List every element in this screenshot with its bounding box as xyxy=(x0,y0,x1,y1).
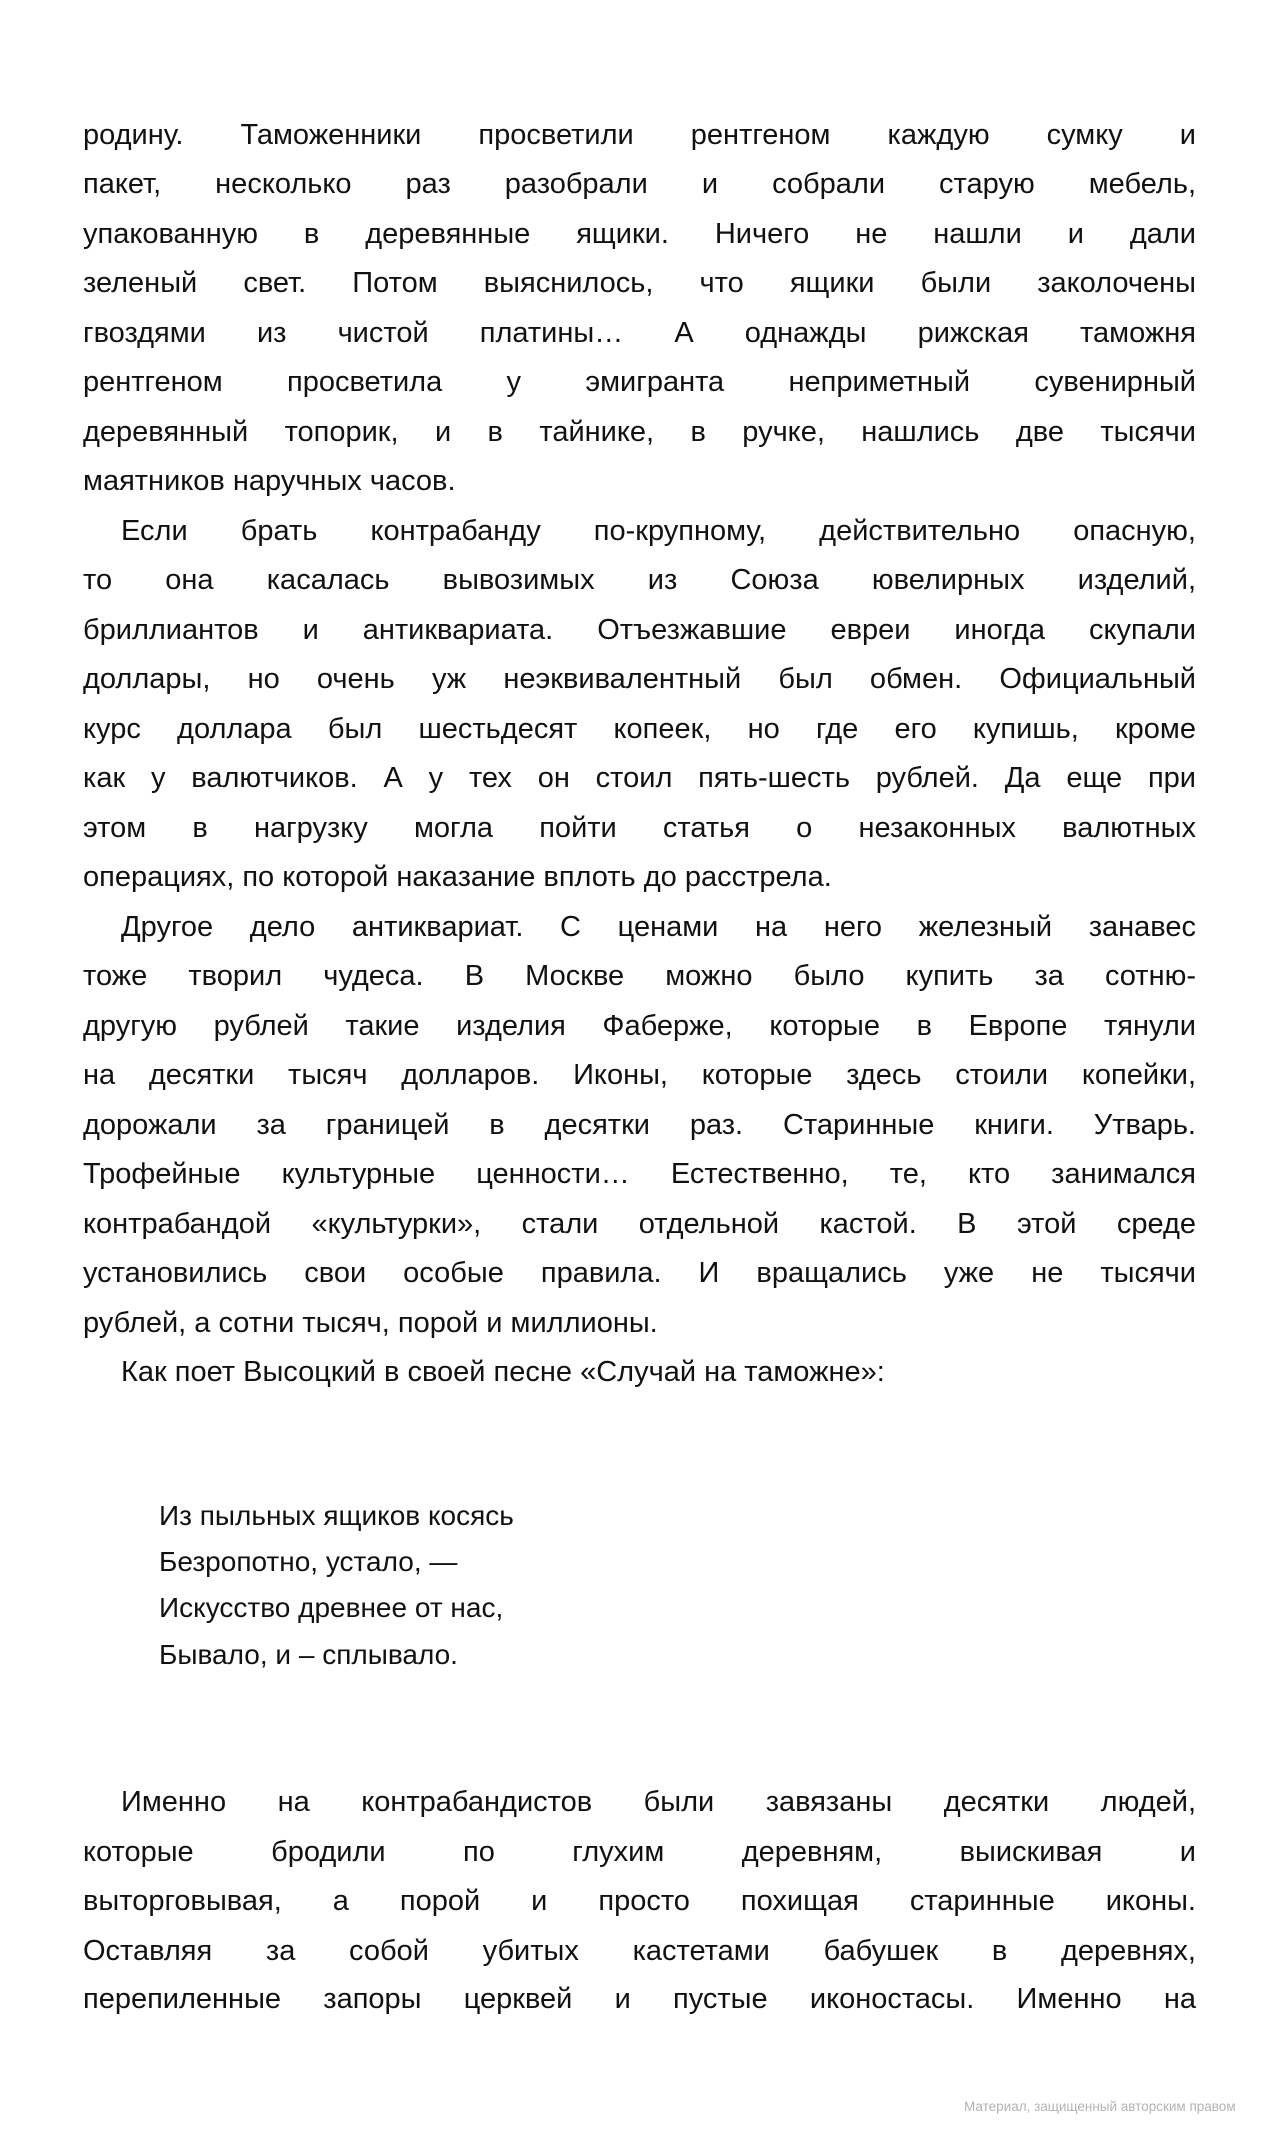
text-line: тоже творил чудеса. В Москве можно было купить за сотню- xyxy=(83,960,1196,992)
text-line: пакет, несколько раз разобрали и собрали старую мебель, xyxy=(83,168,1196,200)
text-line: как у валютчиков. А у тех он стоил пять-шесть рублей. Да еще при xyxy=(83,762,1196,794)
text-line: упакованную в деревянные ящики. Ничего не нашли и дали xyxy=(83,218,1196,250)
text-line: установились свои особые правила. И вращались уже не тысячи xyxy=(83,1257,1196,1289)
text-line: этом в нагрузку могла пойти статья о незаконных валютных xyxy=(83,812,1196,844)
text-line: маятников наручных часов. xyxy=(83,465,456,497)
text-line: Оставляя за собой убитых кастетами бабушек в деревнях, xyxy=(83,1935,1196,1967)
text-line: Именно на контрабандистов были завязаны десятки людей, xyxy=(121,1786,1196,1818)
text-line: то она касалась вывозимых из Союза ювелирных изделий, xyxy=(83,564,1196,596)
text-line: операциях, по которой наказание вплоть до расстрела. xyxy=(83,861,832,893)
text-line: доллары, но очень уж неэквивалентный был обмен. Официальный xyxy=(83,663,1196,695)
text-line: Как поет Высоцкий в своей песне «Случай на таможне»: xyxy=(121,1356,885,1388)
text-line: рублей, а сотни тысяч, порой и миллионы. xyxy=(83,1307,658,1339)
text-line: перепиленные запоры церквей и пустые иконостасы. Именно на xyxy=(83,1983,1196,2015)
text-line: деревянный топорик, и в тайнике, в ручке, нашлись две тысячи xyxy=(83,416,1196,448)
text-line: выторговывая, а порой и просто похищая старинные иконы. xyxy=(83,1885,1196,1917)
poem-line: Из пыльных ящиков косясь xyxy=(159,1500,514,1531)
poem-line: Безропотно, устало, — xyxy=(159,1546,458,1577)
text-line: дорожали за границей в десятки раз. Старинные книги. Утварь. xyxy=(83,1109,1196,1141)
text-line: которые бродили по глухим деревням, выискивая и xyxy=(83,1836,1196,1868)
text-line: Если брать контрабанду по-крупному, действительно опасную, xyxy=(121,515,1196,547)
text-line: другую рублей такие изделия Фаберже, которые в Европе тянули xyxy=(83,1010,1196,1042)
text-line: рентгеном просветила у эмигранта неприметный сувенирный xyxy=(83,366,1196,398)
text-line: бриллиантов и антиквариата. Отъезжавшие евреи иногда скупали xyxy=(83,614,1196,646)
poem-line: Бывало, и – сплывало. xyxy=(159,1639,458,1670)
text-line: на десятки тысяч долларов. Иконы, которые здесь стоили копейки, xyxy=(83,1059,1196,1091)
text-line: Другое дело антиквариат. С ценами на него железный занавес xyxy=(121,911,1196,943)
copyright-watermark: Материал, защищенный авторским правом xyxy=(964,2099,1236,2114)
text-line: гвоздями из чистой платины… А однажды рижская таможня xyxy=(83,317,1196,349)
poem-line: Искусство древнее от нас, xyxy=(159,1592,504,1623)
text-line: зеленый свет. Потом выяснилось, что ящики были заколочены xyxy=(83,267,1196,299)
text-line: Трофейные культурные ценности… Естественно, те, кто занимался xyxy=(83,1158,1196,1190)
text-line: родину. Таможенники просветили рентгеном каждую сумку и xyxy=(83,119,1196,151)
text-line: курс доллара был шестьдесят копеек, но где его купишь, кроме xyxy=(83,713,1196,745)
text-line: контрабандой «культурки», стали отдельной кастой. В этой среде xyxy=(83,1208,1196,1240)
